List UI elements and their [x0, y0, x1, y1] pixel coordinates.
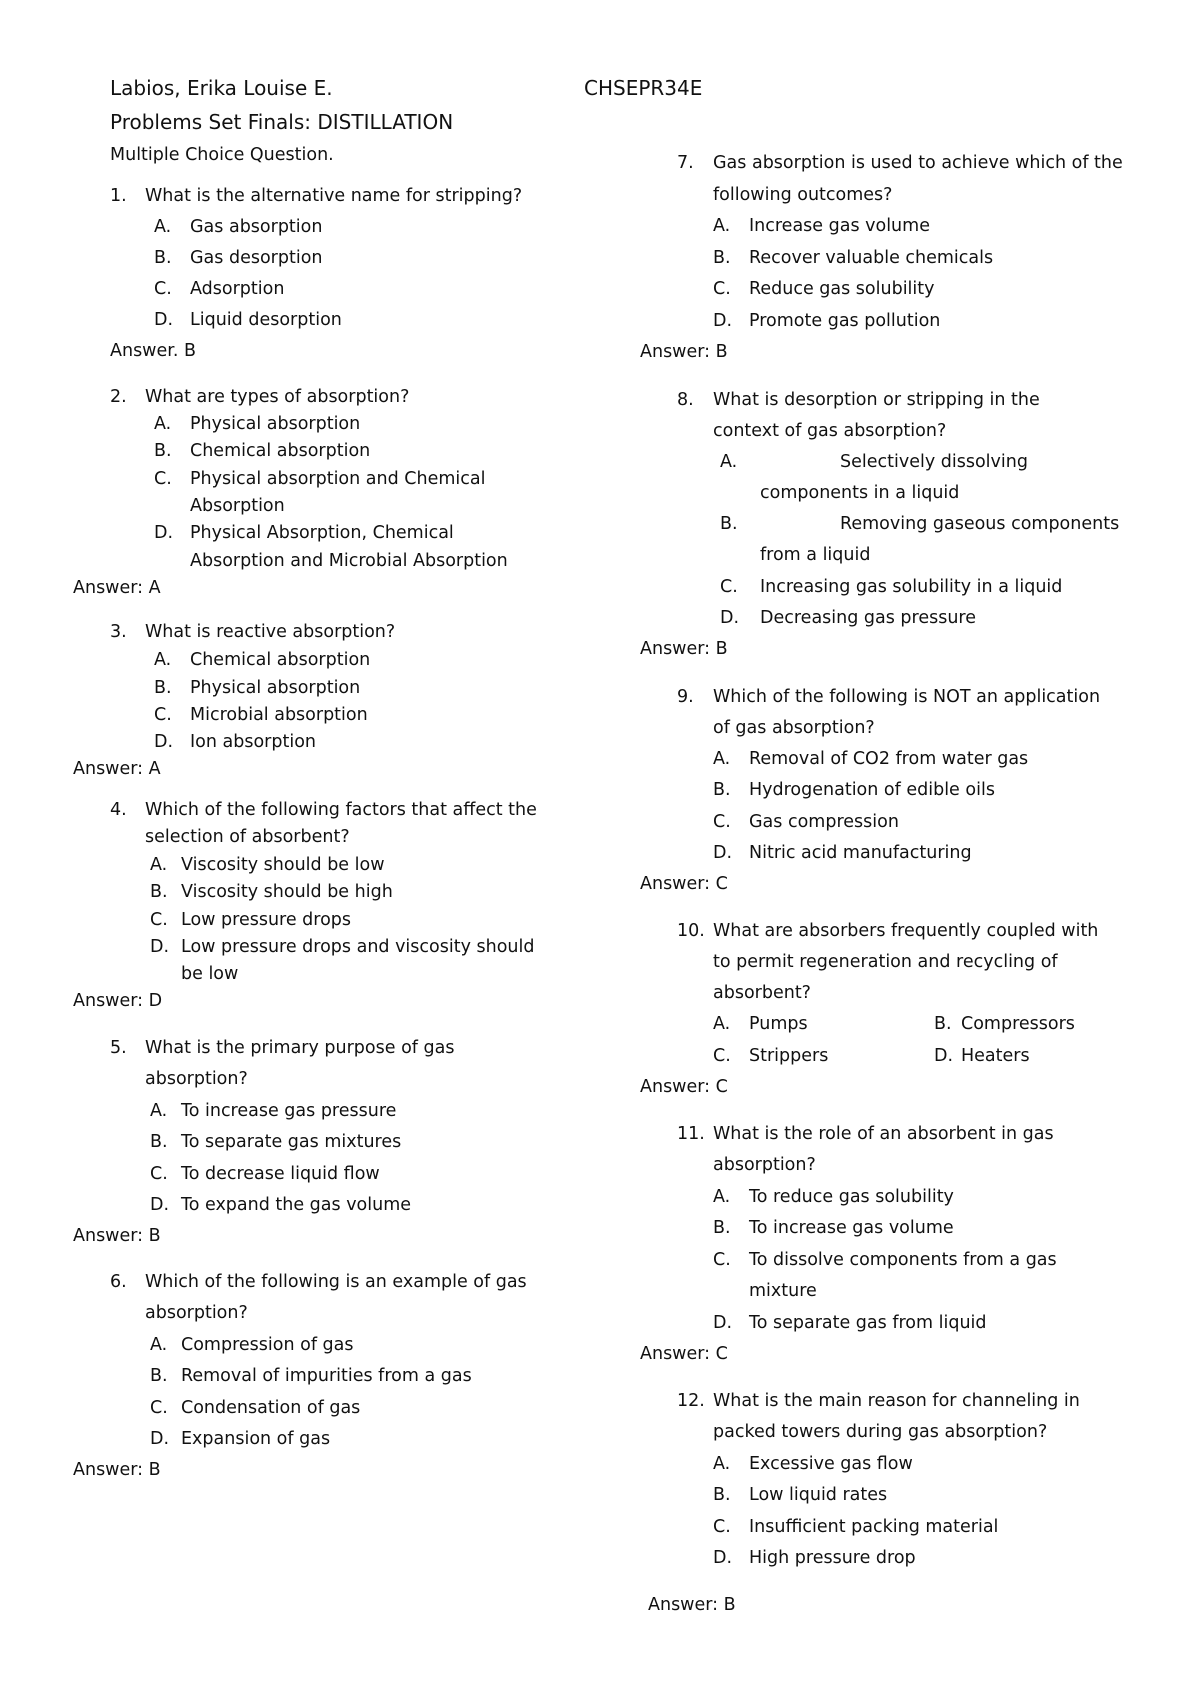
- option-letter: A.: [154, 414, 172, 434]
- question-text: selection of absorbent?: [145, 827, 350, 847]
- option-text: Insufficient packing material: [749, 1517, 999, 1537]
- option-text: Compressors: [961, 1014, 1075, 1034]
- option-text: Removal of impurities from a gas: [181, 1366, 472, 1386]
- option-letter: C.: [150, 1164, 168, 1184]
- option-letter: B.: [150, 882, 168, 902]
- answer-line: Answer: B: [73, 1226, 161, 1246]
- option-text: Absorption and Microbial Absorption: [190, 551, 508, 571]
- answer-line: Answer: C: [640, 1077, 728, 1097]
- question-text: What is the alternative name for stripping?: [145, 186, 523, 206]
- option-text: Increasing gas solubility in a liquid: [760, 577, 1063, 597]
- option-text: Viscosity should be low: [181, 855, 385, 875]
- option-text: Adsorption: [190, 279, 285, 299]
- question-text: Which of the following is an example of gas: [145, 1272, 527, 1292]
- option-text: Excessive gas flow: [749, 1454, 913, 1474]
- option-letter: A.: [150, 1335, 168, 1355]
- option-letter: C.: [154, 279, 172, 299]
- answer-line: Answer: C: [640, 874, 728, 894]
- option-text: Gas compression: [749, 812, 899, 832]
- answer-line: Answer: D: [73, 991, 163, 1011]
- option-text: Decreasing gas pressure: [760, 608, 977, 628]
- option-letter: D.: [150, 1195, 170, 1215]
- option-text: Physical absorption and Chemical: [190, 469, 486, 489]
- document-title: Problems Set Finals: DISTILLATION: [110, 110, 454, 134]
- option-text: Ion absorption: [190, 732, 317, 752]
- option-letter: B.: [713, 1485, 731, 1505]
- option-letter: D.: [713, 311, 733, 331]
- question-text: What are absorbers frequently coupled with: [713, 921, 1099, 941]
- option-letter: A.: [150, 1101, 168, 1121]
- question-text: absorption?: [145, 1069, 248, 1089]
- option-letter: C.: [713, 1517, 731, 1537]
- question-number: 6.: [110, 1272, 127, 1292]
- option-letter: C.: [150, 910, 168, 930]
- question-number: 1.: [110, 186, 127, 206]
- option-letter: C.: [150, 1398, 168, 1418]
- option-letter: B.: [150, 1366, 168, 1386]
- option-letter: C.: [713, 812, 731, 832]
- option-letter: A.: [720, 452, 738, 472]
- option-letter: B.: [713, 780, 731, 800]
- option-letter: B.: [150, 1132, 168, 1152]
- option-text: Removing gaseous components: [840, 514, 1120, 534]
- option-letter: D.: [150, 937, 170, 957]
- option-letter: D.: [154, 523, 174, 543]
- question-text: following outcomes?: [713, 185, 893, 205]
- option-text: To dissolve components from a gas: [749, 1250, 1057, 1270]
- question-text: context of gas absorption?: [713, 421, 947, 441]
- option-letter: A.: [154, 650, 172, 670]
- option-letter: A.: [713, 216, 731, 236]
- option-text: Selectively dissolving: [840, 452, 1028, 472]
- answer-line: Answer: B: [73, 1460, 161, 1480]
- option-text: Compression of gas: [181, 1335, 354, 1355]
- option-text: Absorption: [190, 496, 285, 516]
- option-text: components in a liquid: [760, 483, 960, 503]
- question-text: What is reactive absorption?: [145, 622, 396, 642]
- option-letter: D.: [154, 310, 174, 330]
- option-text: Low liquid rates: [749, 1485, 888, 1505]
- option-text: Chemical absorption: [190, 650, 371, 670]
- answer-line: Answer: B: [640, 639, 728, 659]
- question-text: What is desorption or stripping in the: [713, 390, 1040, 410]
- option-letter: B.: [154, 441, 172, 461]
- question-number: 9.: [677, 687, 694, 707]
- option-letter: D.: [154, 732, 174, 752]
- option-text: Gas desorption: [190, 248, 323, 268]
- section-heading: Multiple Choice Question.: [110, 145, 334, 165]
- option-letter: A.: [713, 1014, 731, 1034]
- answer-line: Answer. B: [110, 341, 196, 361]
- question-text: of gas absorption?: [713, 718, 875, 738]
- option-letter: C.: [154, 469, 172, 489]
- option-letter: C.: [713, 1250, 731, 1270]
- question-text: packed towers during gas absorption?: [713, 1422, 1048, 1442]
- answer-line: Answer: B: [640, 342, 728, 362]
- answer-line: Answer: A: [73, 759, 161, 779]
- option-text: Viscosity should be high: [181, 882, 393, 902]
- option-letter: D.: [150, 1429, 170, 1449]
- option-letter: D.: [713, 1313, 733, 1333]
- option-letter: D.: [713, 1548, 733, 1568]
- option-text: Physical absorption: [190, 678, 361, 698]
- answer-line: Answer: C: [640, 1344, 728, 1364]
- question-text: to permit regeneration and recycling of: [713, 952, 1058, 972]
- question-number: 7.: [677, 153, 694, 173]
- option-letter: C.: [713, 279, 731, 299]
- option-letter: A.: [713, 1187, 731, 1207]
- option-letter: D.: [720, 608, 740, 628]
- question-text: absorption?: [713, 1155, 816, 1175]
- option-text: Gas absorption: [190, 217, 323, 237]
- option-text: Condensation of gas: [181, 1398, 361, 1418]
- question-number: 4.: [110, 800, 127, 820]
- option-letter: C.: [720, 577, 738, 597]
- question-text: Which of the following factors that affect the: [145, 800, 537, 820]
- option-letter: A.: [154, 217, 172, 237]
- option-letter: D.: [713, 843, 733, 863]
- option-text: Hydrogenation of edible oils: [749, 780, 995, 800]
- option-letter: D.: [934, 1046, 954, 1066]
- option-text: To increase gas pressure: [181, 1101, 397, 1121]
- question-number: 10.: [677, 921, 705, 941]
- option-text: mixture: [749, 1281, 817, 1301]
- option-text: Expansion of gas: [181, 1429, 331, 1449]
- option-text: Physical Absorption, Chemical: [190, 523, 454, 543]
- option-letter: B.: [154, 248, 172, 268]
- option-text: be low: [181, 964, 239, 984]
- option-text: To separate gas mixtures: [181, 1132, 402, 1152]
- option-text: Liquid desorption: [190, 310, 342, 330]
- option-text: To reduce gas solubility: [749, 1187, 954, 1207]
- option-letter: B.: [934, 1014, 952, 1034]
- question-number: 8.: [677, 390, 694, 410]
- option-text: Microbial absorption: [190, 705, 368, 725]
- option-text: Physical absorption: [190, 414, 361, 434]
- question-text: Which of the following is NOT an application: [713, 687, 1101, 707]
- option-text: To separate gas from liquid: [749, 1313, 987, 1333]
- option-letter: B.: [713, 248, 731, 268]
- option-letter: B.: [713, 1218, 731, 1238]
- option-text: To expand the gas volume: [181, 1195, 412, 1215]
- option-text: Strippers: [749, 1046, 829, 1066]
- option-letter: C.: [713, 1046, 731, 1066]
- answer-line: Answer: B: [648, 1595, 736, 1615]
- option-letter: A.: [150, 855, 168, 875]
- answer-line: Answer: A: [73, 578, 161, 598]
- question-text: absorption?: [145, 1303, 248, 1323]
- option-text: Promote gas pollution: [749, 311, 941, 331]
- option-text: Chemical absorption: [190, 441, 371, 461]
- option-text: High pressure drop: [749, 1548, 916, 1568]
- option-letter: A.: [713, 749, 731, 769]
- question-number: 11.: [677, 1124, 705, 1144]
- question-text: absorbent?: [713, 983, 811, 1003]
- option-letter: C.: [154, 705, 172, 725]
- question-number: 2.: [110, 387, 127, 407]
- option-letter: A.: [713, 1454, 731, 1474]
- question-text: What is the main reason for channeling in: [713, 1391, 1080, 1411]
- option-text: To decrease liquid flow: [181, 1164, 380, 1184]
- option-text: Nitric acid manufacturing: [749, 843, 972, 863]
- question-text: What is the role of an absorbent in gas: [713, 1124, 1054, 1144]
- question-text: What is the primary purpose of gas: [145, 1038, 455, 1058]
- option-text: Recover valuable chemicals: [749, 248, 994, 268]
- option-letter: B.: [720, 514, 738, 534]
- option-text: Pumps: [749, 1014, 808, 1034]
- option-text: To increase gas volume: [749, 1218, 954, 1238]
- student-name: Labios, Erika Louise E.: [110, 76, 333, 100]
- option-text: Removal of CO2 from water gas: [749, 749, 1029, 769]
- course-code: CHSEPR34E: [584, 76, 703, 100]
- option-text: Increase gas volume: [749, 216, 930, 236]
- question-number: 3.: [110, 622, 127, 642]
- option-text: Reduce gas solubility: [749, 279, 935, 299]
- option-letter: B.: [154, 678, 172, 698]
- option-text: Low pressure drops and viscosity should: [181, 937, 535, 957]
- option-text: Low pressure drops: [181, 910, 352, 930]
- question-number: 12.: [677, 1391, 705, 1411]
- option-text: from a liquid: [760, 545, 871, 565]
- question-number: 5.: [110, 1038, 127, 1058]
- question-text: Gas absorption is used to achieve which of the: [713, 153, 1123, 173]
- option-text: Heaters: [961, 1046, 1030, 1066]
- question-text: What are types of absorption?: [145, 387, 410, 407]
